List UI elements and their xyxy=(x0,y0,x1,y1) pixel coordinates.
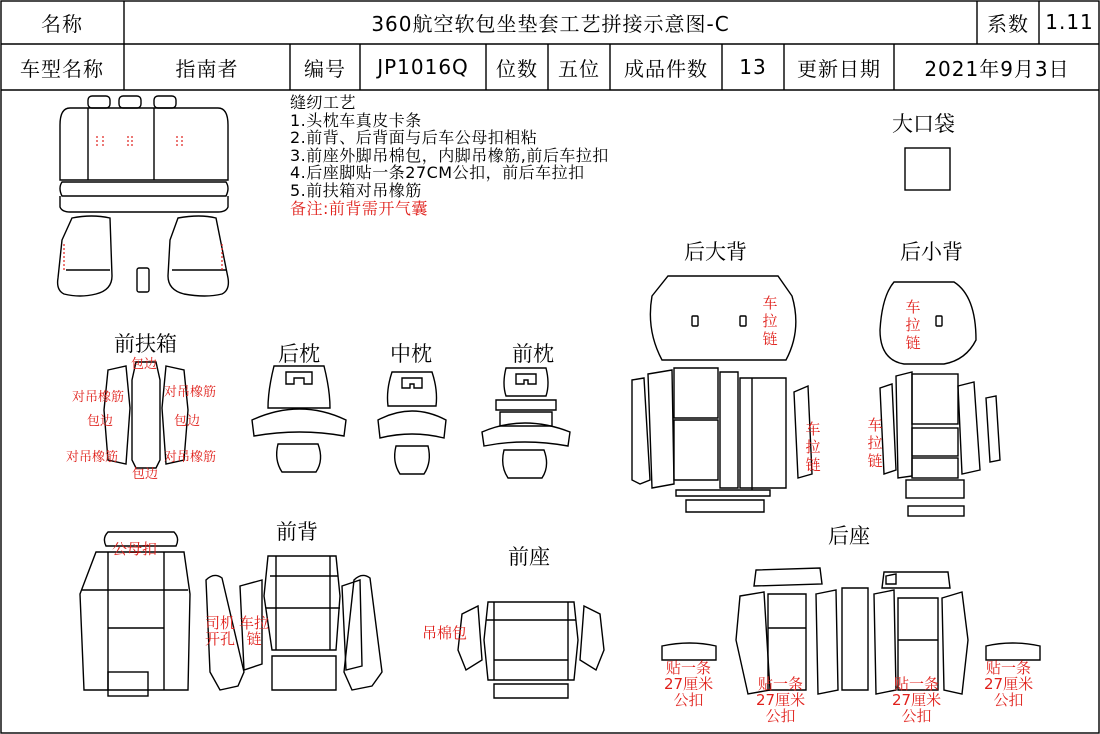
strip-note: 贴一条 27厘米 公扣 xyxy=(892,675,942,725)
mid-pillow-pieces xyxy=(378,372,446,474)
rear-pillow-label: 后枕 xyxy=(278,342,320,366)
rear-seat-label: 后座 xyxy=(828,524,870,548)
zipper-note: 车拉链 xyxy=(238,614,269,648)
zipper-note: 车拉链 xyxy=(805,420,821,474)
note-item: 2.前背、后背面与后车公母扣相粘 xyxy=(290,128,538,148)
pieces-label: 成品件数 xyxy=(624,56,708,81)
elastic-note: 对吊橡筋 xyxy=(164,385,217,400)
rear-small-back-label: 后小背 xyxy=(900,240,963,264)
zipper-note: 车拉链 xyxy=(762,294,778,348)
front-pillow-pieces xyxy=(482,368,570,478)
notes-heading: 缝纫工艺 xyxy=(290,93,357,112)
elastic-note: 对吊橡筋 xyxy=(164,450,217,465)
big-pocket-label: 大口袋 xyxy=(892,112,955,136)
rear-big-back-label: 后大背 xyxy=(684,240,747,264)
elastic-note: 对吊橡筋 xyxy=(72,390,125,405)
front-seat-label: 前座 xyxy=(508,545,550,569)
date-value: 2021年9月3日 xyxy=(924,56,1070,81)
airbag-opening-note: 司机开孔 xyxy=(205,614,236,648)
pieces-value: 13 xyxy=(739,55,767,79)
front-pillow-label: 前枕 xyxy=(512,342,554,366)
big-pocket-piece xyxy=(905,148,950,190)
note-item: 5.前扶箱对吊橡筋 xyxy=(290,180,422,200)
rear-small-back-pieces xyxy=(880,282,1000,516)
edge-binding-note: 包边 xyxy=(132,467,159,482)
date-label: 更新日期 xyxy=(797,56,881,81)
zipper-note: 车拉链 xyxy=(905,298,921,352)
snap-note: 公母扣 xyxy=(112,540,158,558)
front-armrest-label: 前扶箱 xyxy=(114,332,177,356)
seats-label: 位数 xyxy=(496,56,538,81)
edge-binding-note: 包边 xyxy=(87,414,114,429)
factor-value: 1.11 xyxy=(1045,10,1094,34)
cotton-bag-note: 吊棉包 xyxy=(422,624,468,642)
edge-binding-note: 包边 xyxy=(131,357,158,372)
seats-value: 五位 xyxy=(558,56,600,81)
front-back-label: 前背 xyxy=(276,520,318,544)
rear-pillow-pieces xyxy=(252,366,346,472)
diagram-title: 360航空软包坐垫套工艺拼接示意图-C xyxy=(371,11,730,36)
mid-pillow-label: 中枕 xyxy=(390,342,432,366)
model-value: 指南者 xyxy=(175,56,239,81)
factor-label: 系数 xyxy=(987,11,1029,36)
code-label: 编号 xyxy=(304,56,346,81)
elastic-note: 对吊橡筋 xyxy=(66,450,119,465)
edge-binding-note: 包边 xyxy=(174,414,201,429)
seat-overview xyxy=(58,96,229,296)
name-label: 名称 xyxy=(41,11,83,36)
strip-note: 贴一条 27厘米 公扣 xyxy=(756,675,806,725)
strip-note: 贴一条 27厘米 公扣 xyxy=(664,659,714,709)
notes-remark: 备注:前背需开气囊 xyxy=(290,198,428,218)
front-seat-pieces xyxy=(458,602,604,698)
strip-note: 贴一条 27厘米 公扣 xyxy=(984,659,1034,709)
code-value: JP1016Q xyxy=(377,55,469,79)
model-label: 车型名称 xyxy=(20,56,104,81)
zipper-note: 车拉链 xyxy=(867,416,883,470)
note-item: 4.后座脚贴一条27CM公扣，前后车拉扣 xyxy=(290,163,585,183)
sewing-notes xyxy=(290,94,609,217)
rear-big-back-pieces xyxy=(632,276,812,512)
note-item: 3.前座外脚吊棉包，内脚吊橡筋,前后车拉扣 xyxy=(290,145,609,165)
note-item: 1.头枕车真皮卡条 xyxy=(290,110,422,130)
